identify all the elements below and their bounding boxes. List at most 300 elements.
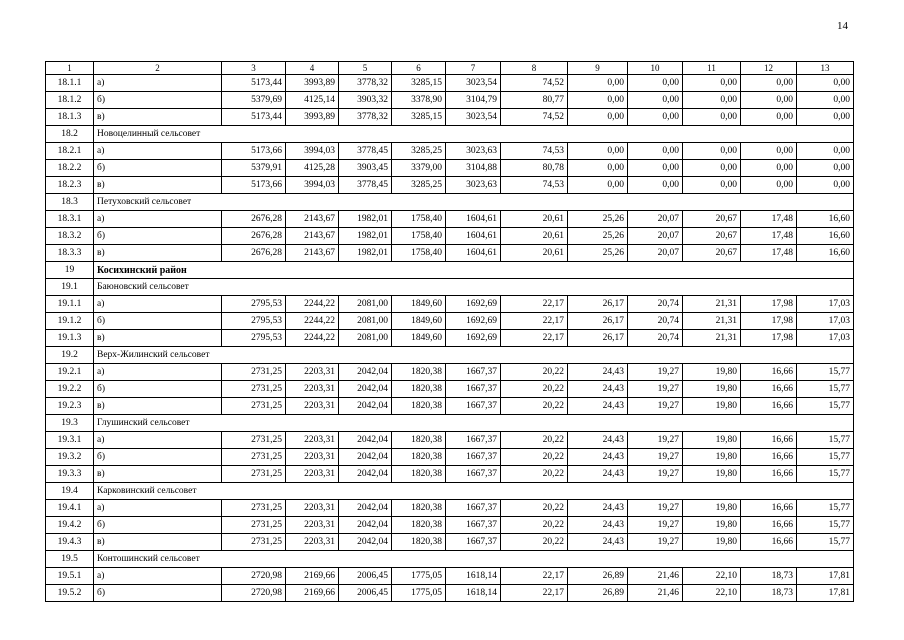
value-cell: 20,61 [501, 245, 568, 262]
tariff-table [45, 61, 854, 602]
subgroup-header-row [46, 483, 854, 500]
value-cell: 16,60 [797, 211, 854, 228]
value-cell: 15,77 [797, 398, 854, 415]
value-cell: 1982,01 [339, 245, 392, 262]
row-variant: а) [94, 500, 222, 517]
value-cell: 16,66 [741, 517, 797, 534]
value-cell: 3023,63 [446, 143, 501, 160]
subgroup-title: Карковинский сельсовет [94, 483, 854, 500]
district-header-row [46, 262, 854, 279]
row-variant: б) [94, 313, 222, 330]
value-cell: 2203,31 [286, 381, 339, 398]
subgroup-title: Глушинский сельсовет [94, 415, 854, 432]
value-cell: 2203,31 [286, 364, 339, 381]
row-variant: в) [94, 109, 222, 126]
value-cell: 1667,37 [446, 364, 501, 381]
value-cell: 1667,37 [446, 398, 501, 415]
value-cell: 1820,38 [392, 517, 446, 534]
value-cell: 1820,38 [392, 364, 446, 381]
value-cell: 1758,40 [392, 245, 446, 262]
value-cell: 2042,04 [339, 398, 392, 415]
row-code: 18.1.2 [46, 92, 94, 109]
value-cell: 15,77 [797, 364, 854, 381]
value-cell: 20,67 [683, 245, 741, 262]
row-code: 19.4 [46, 483, 94, 500]
column-header: 8 [501, 62, 568, 75]
value-cell: 0,00 [683, 92, 741, 109]
row-variant: а) [94, 432, 222, 449]
row-variant: в) [94, 330, 222, 347]
row-code: 19.1 [46, 279, 94, 296]
header-row [46, 62, 854, 75]
value-cell: 19,27 [628, 500, 683, 517]
value-cell: 25,26 [568, 245, 628, 262]
value-cell: 26,17 [568, 313, 628, 330]
value-cell: 0,00 [797, 143, 854, 160]
row-code: 19.3.1 [46, 432, 94, 449]
row-variant: в) [94, 398, 222, 415]
value-cell: 22,17 [501, 296, 568, 313]
value-cell: 20,74 [628, 296, 683, 313]
table-body [46, 62, 854, 602]
table-row [46, 364, 854, 381]
value-cell: 80,77 [501, 92, 568, 109]
row-code: 19 [46, 262, 94, 279]
value-cell: 19,27 [628, 517, 683, 534]
column-header: 2 [94, 62, 222, 75]
value-cell: 3993,89 [286, 75, 339, 92]
value-cell: 0,00 [683, 160, 741, 177]
value-cell: 21,46 [628, 568, 683, 585]
value-cell: 1667,37 [446, 381, 501, 398]
value-cell: 20,22 [501, 381, 568, 398]
value-cell: 17,03 [797, 330, 854, 347]
row-code: 18.2.3 [46, 177, 94, 194]
value-cell: 15,77 [797, 466, 854, 483]
value-cell: 20,74 [628, 313, 683, 330]
value-cell: 3903,32 [339, 92, 392, 109]
value-cell: 19,27 [628, 466, 683, 483]
table-row [46, 296, 854, 313]
value-cell: 24,43 [568, 381, 628, 398]
value-cell: 2720,98 [222, 585, 286, 602]
value-cell: 0,00 [683, 143, 741, 160]
value-cell: 3903,45 [339, 160, 392, 177]
value-cell: 20,61 [501, 228, 568, 245]
column-header: 3 [222, 62, 286, 75]
value-cell: 3778,45 [339, 177, 392, 194]
value-cell: 24,43 [568, 364, 628, 381]
table-row [46, 330, 854, 347]
row-code: 18.3.2 [46, 228, 94, 245]
value-cell: 2731,25 [222, 449, 286, 466]
value-cell: 2042,04 [339, 432, 392, 449]
value-cell: 24,43 [568, 517, 628, 534]
table-row [46, 228, 854, 245]
subgroup-header-row [46, 551, 854, 568]
value-cell: 5379,69 [222, 92, 286, 109]
value-cell: 4125,14 [286, 92, 339, 109]
row-variant: в) [94, 245, 222, 262]
value-cell: 21,31 [683, 296, 741, 313]
value-cell: 5379,91 [222, 160, 286, 177]
value-cell: 0,00 [568, 177, 628, 194]
value-cell: 15,77 [797, 534, 854, 551]
value-cell: 1604,61 [446, 228, 501, 245]
table-row [46, 177, 854, 194]
table-row [46, 143, 854, 160]
value-cell: 20,22 [501, 432, 568, 449]
row-code: 19.1.1 [46, 296, 94, 313]
value-cell: 1692,69 [446, 296, 501, 313]
value-cell: 2203,31 [286, 466, 339, 483]
value-cell: 25,26 [568, 228, 628, 245]
row-code: 19.3.3 [46, 466, 94, 483]
value-cell: 2081,00 [339, 330, 392, 347]
value-cell: 0,00 [628, 92, 683, 109]
value-cell: 0,00 [797, 92, 854, 109]
value-cell: 3023,54 [446, 75, 501, 92]
value-cell: 1758,40 [392, 228, 446, 245]
value-cell: 16,66 [741, 364, 797, 381]
value-cell: 2731,25 [222, 466, 286, 483]
table-row [46, 585, 854, 602]
value-cell: 20,07 [628, 228, 683, 245]
value-cell: 19,27 [628, 534, 683, 551]
value-cell: 2244,22 [286, 296, 339, 313]
table-row [46, 211, 854, 228]
value-cell: 5173,66 [222, 177, 286, 194]
value-cell: 19,27 [628, 432, 683, 449]
value-cell: 21,46 [628, 585, 683, 602]
value-cell: 24,43 [568, 466, 628, 483]
subgroup-title: Контошинский сельсовет [94, 551, 854, 568]
value-cell: 22,10 [683, 568, 741, 585]
value-cell: 1604,61 [446, 245, 501, 262]
value-cell: 3994,03 [286, 143, 339, 160]
value-cell: 0,00 [568, 143, 628, 160]
row-code: 18.3 [46, 194, 94, 211]
value-cell: 1849,60 [392, 313, 446, 330]
value-cell: 24,43 [568, 500, 628, 517]
value-cell: 2676,28 [222, 228, 286, 245]
value-cell: 0,00 [797, 160, 854, 177]
value-cell: 21,31 [683, 313, 741, 330]
value-cell: 0,00 [683, 177, 741, 194]
value-cell: 20,22 [501, 466, 568, 483]
value-cell: 26,17 [568, 330, 628, 347]
row-variant: б) [94, 449, 222, 466]
subgroup-header-row [46, 126, 854, 143]
table-row [46, 381, 854, 398]
value-cell: 19,27 [628, 449, 683, 466]
value-cell: 2006,45 [339, 585, 392, 602]
value-cell: 1820,38 [392, 534, 446, 551]
value-cell: 0,00 [568, 109, 628, 126]
value-cell: 15,77 [797, 381, 854, 398]
value-cell: 3285,25 [392, 143, 446, 160]
row-code: 18.3.1 [46, 211, 94, 228]
table-row [46, 109, 854, 126]
value-cell: 3104,88 [446, 160, 501, 177]
value-cell: 2203,31 [286, 398, 339, 415]
value-cell: 74,52 [501, 109, 568, 126]
row-variant: в) [94, 177, 222, 194]
value-cell: 19,80 [683, 398, 741, 415]
column-header: 12 [741, 62, 797, 75]
row-code: 19.1.2 [46, 313, 94, 330]
value-cell: 0,00 [628, 143, 683, 160]
value-cell: 16,66 [741, 534, 797, 551]
value-cell: 2203,31 [286, 500, 339, 517]
value-cell: 3778,45 [339, 143, 392, 160]
value-cell: 17,98 [741, 296, 797, 313]
value-cell: 19,80 [683, 364, 741, 381]
table-row [46, 313, 854, 330]
value-cell: 0,00 [568, 92, 628, 109]
value-cell: 2203,31 [286, 534, 339, 551]
value-cell: 3378,90 [392, 92, 446, 109]
value-cell: 20,67 [683, 211, 741, 228]
value-cell: 20,22 [501, 398, 568, 415]
row-variant: а) [94, 364, 222, 381]
subgroup-header-row [46, 347, 854, 364]
value-cell: 0,00 [797, 109, 854, 126]
value-cell: 1692,69 [446, 313, 501, 330]
value-cell: 0,00 [741, 160, 797, 177]
value-cell: 0,00 [683, 109, 741, 126]
subgroup-title: Верх-Жилинский сельсовет [94, 347, 854, 364]
value-cell: 2042,04 [339, 534, 392, 551]
value-cell: 2731,25 [222, 534, 286, 551]
row-variant: а) [94, 75, 222, 92]
value-cell: 16,66 [741, 432, 797, 449]
value-cell: 17,98 [741, 330, 797, 347]
value-cell: 19,27 [628, 364, 683, 381]
subgroup-header-row [46, 279, 854, 296]
row-code: 19.2 [46, 347, 94, 364]
value-cell: 17,03 [797, 296, 854, 313]
row-code: 19.3 [46, 415, 94, 432]
table-row [46, 500, 854, 517]
value-cell: 20,07 [628, 211, 683, 228]
row-code: 19.2.3 [46, 398, 94, 415]
table-row [46, 517, 854, 534]
value-cell: 2676,28 [222, 245, 286, 262]
column-header: 5 [339, 62, 392, 75]
row-code: 19.4.1 [46, 500, 94, 517]
value-cell: 1667,37 [446, 500, 501, 517]
value-cell: 1667,37 [446, 432, 501, 449]
value-cell: 2731,25 [222, 398, 286, 415]
value-cell: 3379,00 [392, 160, 446, 177]
value-cell: 1820,38 [392, 381, 446, 398]
value-cell: 1820,38 [392, 398, 446, 415]
table-row [46, 75, 854, 92]
value-cell: 19,80 [683, 534, 741, 551]
value-cell: 2203,31 [286, 517, 339, 534]
value-cell: 1820,38 [392, 466, 446, 483]
value-cell: 20,22 [501, 517, 568, 534]
value-cell: 20,22 [501, 364, 568, 381]
value-cell: 2042,04 [339, 500, 392, 517]
value-cell: 2203,31 [286, 432, 339, 449]
value-cell: 0,00 [628, 109, 683, 126]
value-cell: 2042,04 [339, 466, 392, 483]
value-cell: 1982,01 [339, 211, 392, 228]
value-cell: 20,22 [501, 534, 568, 551]
value-cell: 1849,60 [392, 296, 446, 313]
value-cell: 5173,66 [222, 143, 286, 160]
row-variant: б) [94, 381, 222, 398]
value-cell: 2731,25 [222, 517, 286, 534]
value-cell: 4125,28 [286, 160, 339, 177]
value-cell: 19,80 [683, 432, 741, 449]
value-cell: 2143,67 [286, 211, 339, 228]
row-code: 19.2.2 [46, 381, 94, 398]
subgroup-title: Баюновский сельсовет [94, 279, 854, 296]
value-cell: 1667,37 [446, 466, 501, 483]
value-cell: 0,00 [797, 177, 854, 194]
value-cell: 3285,25 [392, 177, 446, 194]
value-cell: 16,60 [797, 245, 854, 262]
value-cell: 17,81 [797, 568, 854, 585]
value-cell: 74,53 [501, 177, 568, 194]
value-cell: 18,73 [741, 585, 797, 602]
value-cell: 1692,69 [446, 330, 501, 347]
value-cell: 3023,54 [446, 109, 501, 126]
value-cell: 2795,53 [222, 330, 286, 347]
value-cell: 2731,25 [222, 500, 286, 517]
value-cell: 22,17 [501, 313, 568, 330]
row-variant: б) [94, 585, 222, 602]
value-cell: 0,00 [628, 177, 683, 194]
subgroup-title: Петуховский сельсовет [94, 194, 854, 211]
table-row [46, 449, 854, 466]
value-cell: 1618,14 [446, 568, 501, 585]
value-cell: 2676,28 [222, 211, 286, 228]
row-code: 18.1.3 [46, 109, 94, 126]
value-cell: 1820,38 [392, 432, 446, 449]
value-cell: 17,48 [741, 211, 797, 228]
subgroup-header-row [46, 415, 854, 432]
value-cell: 2042,04 [339, 449, 392, 466]
column-header: 11 [683, 62, 741, 75]
row-code: 18.1.1 [46, 75, 94, 92]
value-cell: 3993,89 [286, 109, 339, 126]
value-cell: 17,81 [797, 585, 854, 602]
value-cell: 74,52 [501, 75, 568, 92]
value-cell: 1982,01 [339, 228, 392, 245]
value-cell: 25,26 [568, 211, 628, 228]
row-code: 18.2 [46, 126, 94, 143]
value-cell: 2731,25 [222, 432, 286, 449]
table-row [46, 568, 854, 585]
value-cell: 5173,44 [222, 109, 286, 126]
value-cell: 19,80 [683, 517, 741, 534]
table-row [46, 398, 854, 415]
value-cell: 20,22 [501, 449, 568, 466]
value-cell: 1775,05 [392, 585, 446, 602]
value-cell: 16,66 [741, 398, 797, 415]
row-variant: б) [94, 160, 222, 177]
value-cell: 15,77 [797, 449, 854, 466]
value-cell: 3994,03 [286, 177, 339, 194]
row-variant: а) [94, 568, 222, 585]
value-cell: 3285,15 [392, 109, 446, 126]
column-header: 10 [628, 62, 683, 75]
row-code: 19.2.1 [46, 364, 94, 381]
value-cell: 2143,67 [286, 228, 339, 245]
row-variant: в) [94, 534, 222, 551]
column-header: 6 [392, 62, 446, 75]
value-cell: 16,66 [741, 449, 797, 466]
value-cell: 19,80 [683, 500, 741, 517]
value-cell: 2006,45 [339, 568, 392, 585]
value-cell: 0,00 [797, 75, 854, 92]
value-cell: 2042,04 [339, 381, 392, 398]
value-cell: 2042,04 [339, 517, 392, 534]
table-row [46, 534, 854, 551]
value-cell: 1604,61 [446, 211, 501, 228]
table-row [46, 92, 854, 109]
row-variant: а) [94, 211, 222, 228]
value-cell: 2795,53 [222, 296, 286, 313]
value-cell: 2169,66 [286, 568, 339, 585]
value-cell: 19,80 [683, 449, 741, 466]
row-variant: б) [94, 228, 222, 245]
value-cell: 24,43 [568, 534, 628, 551]
row-variant: б) [94, 92, 222, 109]
value-cell: 26,89 [568, 568, 628, 585]
value-cell: 0,00 [741, 75, 797, 92]
value-cell: 19,27 [628, 381, 683, 398]
subgroup-title: Новоцелинный сельсовет [94, 126, 854, 143]
value-cell: 17,98 [741, 313, 797, 330]
value-cell: 15,77 [797, 500, 854, 517]
value-cell: 16,66 [741, 381, 797, 398]
row-code: 19.5.2 [46, 585, 94, 602]
value-cell: 19,80 [683, 381, 741, 398]
value-cell: 22,17 [501, 568, 568, 585]
row-variant: в) [94, 466, 222, 483]
value-cell: 2143,67 [286, 245, 339, 262]
value-cell: 24,43 [568, 432, 628, 449]
value-cell: 2203,31 [286, 449, 339, 466]
table-row [46, 432, 854, 449]
value-cell: 0,00 [628, 75, 683, 92]
value-cell: 2795,53 [222, 313, 286, 330]
value-cell: 26,89 [568, 585, 628, 602]
value-cell: 17,48 [741, 228, 797, 245]
district-title: Косихинский район [94, 262, 854, 279]
value-cell: 18,73 [741, 568, 797, 585]
value-cell: 26,17 [568, 296, 628, 313]
value-cell: 22,10 [683, 585, 741, 602]
value-cell: 5173,44 [222, 75, 286, 92]
value-cell: 3285,15 [392, 75, 446, 92]
row-code: 18.3.3 [46, 245, 94, 262]
value-cell: 1618,14 [446, 585, 501, 602]
value-cell: 20,67 [683, 228, 741, 245]
value-cell: 24,43 [568, 398, 628, 415]
value-cell: 21,31 [683, 330, 741, 347]
column-header: 9 [568, 62, 628, 75]
row-variant: а) [94, 296, 222, 313]
row-code: 19.5 [46, 551, 94, 568]
value-cell: 1775,05 [392, 568, 446, 585]
value-cell: 16,66 [741, 500, 797, 517]
